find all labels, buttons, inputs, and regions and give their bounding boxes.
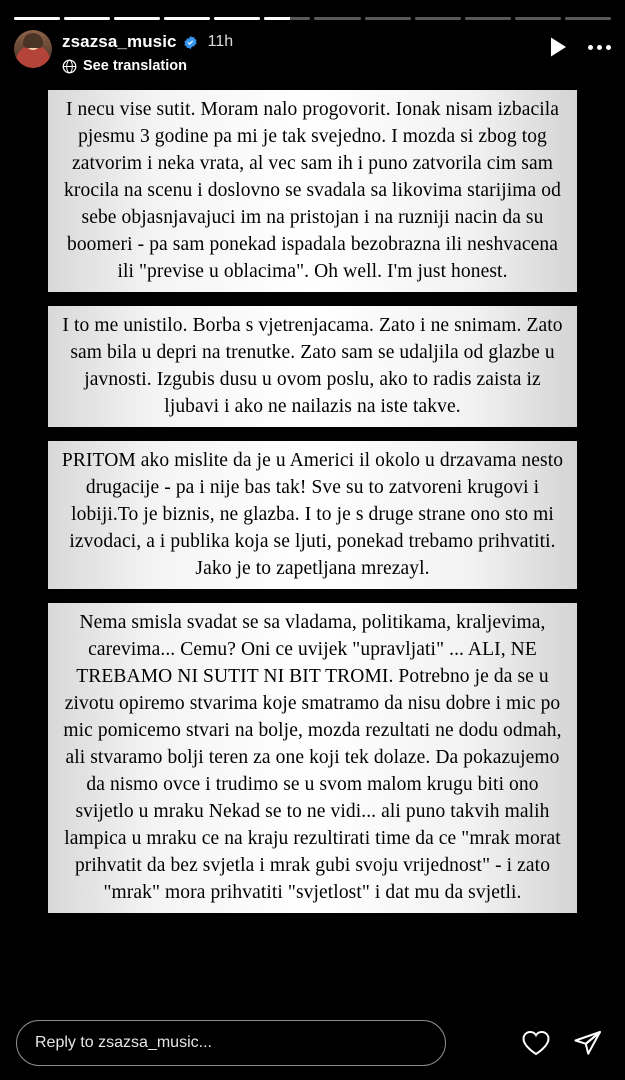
progress-segment[interactable] <box>465 17 511 20</box>
play-icon[interactable] <box>548 36 568 58</box>
progress-segment[interactable] <box>415 17 461 20</box>
story-text-block <box>48 306 577 427</box>
username-row <box>62 31 548 53</box>
verified-badge-icon <box>183 35 198 50</box>
progress-segment[interactable] <box>565 17 611 20</box>
story-text-blocks <box>0 84 625 1006</box>
story-text-paragraph: I to me unistilo. Borba s vjetrenjacama. Zato i ne snimam. Zato sam bila u depri na trenutke. Zato sam se udaljila od glazbe u javnosti. Izgubis dusu u ovom poslu, ako to radis zaista iz ljubavi i ako ne nailazis na iste takve. <box>62 315 563 417</box>
see-translation-label: See translation <box>83 58 187 74</box>
story-text-paragraph: PRITOM ako mislite da je u Americi il okolo u drzavama nesto drugacije - pa i nije bas tak! Sve su to zatvoreni krugovi i lobiji.To je biznis, ne glazba. I to je s druge strane ono sto mi izvodaci, a i publika koja se ljuti, ponekad trebamo prihvatiti. Jako je to zapetljana mrezayl. <box>61 450 564 579</box>
story-text-paragraph: Nema smisla svadat se sa vladama, politikama, kraljevima, carevima... Cemu? Oni ce uvijek "upravljati" ... ALI, NE TREBAMO NI SUTIT NI BIT TROMI. Potrebno je da se u zivotu opiremo stvarima koje smatramo da nisu dobre i mic po mic pomicemo stvari na bolje, mozda rezultati ne dodu odmah, ali stvaramo bolji teren za one koji tek dolaze. Da pokazujemo da nismo ovce i trudimo se u svom malom krugu biti ono svijetlo u mraku Nekad se to ne vidi... ali puno takvih malih lampica u mraku ce na kraju rezultirati time da ce "mrak morat prihvatit da bez svjetla i mrak gubi svoju vrijednost" - i zato "mrak" mora prihvatiti "svjetlost" i dat mu da svjetli. <box>63 612 562 903</box>
progress-segment[interactable] <box>64 17 110 20</box>
heart-icon[interactable] <box>521 1029 551 1057</box>
progress-segment[interactable] <box>365 17 411 20</box>
story-header <box>0 22 625 84</box>
share-icon[interactable] <box>573 1029 603 1057</box>
username-label[interactable]: zsazsa_music <box>62 32 177 51</box>
progress-segment[interactable] <box>515 17 561 20</box>
progress-segment[interactable] <box>14 17 60 20</box>
story-footer <box>0 1006 625 1080</box>
story-progress-bar[interactable] <box>0 0 625 22</box>
more-options-icon[interactable] <box>588 45 611 50</box>
reply-input[interactable] <box>35 1034 427 1052</box>
story-text-block <box>48 441 577 589</box>
progress-segment[interactable] <box>214 17 260 20</box>
avatar[interactable] <box>14 30 52 68</box>
translate-icon <box>62 59 77 74</box>
timestamp-label: 11h <box>207 33 234 50</box>
reply-input-container[interactable] <box>16 1020 446 1066</box>
see-translation-button[interactable] <box>62 58 548 74</box>
story-text-paragraph: I necu vise sutit. Moram nalo progovorit. Ionak nisam izbacila pjesmu 3 godine pa mi je tak svejedno. I mozda si zbog tog zatvorim i neka vrata, al vec sam ih i puno zatvorila cim sam krocila na scenu i doslovno se svadala sa likovima starijima od sebe objasnjavajuci im na pristojan i na ruzniji nacin da su boomeri - pa sam ponekad ispadala bezobrazna ili neshvacena ili "previse u oblacima". Oh well. I'm just honest. <box>64 99 561 282</box>
story-text-block <box>48 90 577 292</box>
story-header-actions <box>548 30 611 58</box>
progress-segment[interactable] <box>114 17 160 20</box>
progress-segment-current[interactable] <box>264 17 310 20</box>
progress-segment[interactable] <box>164 17 210 20</box>
progress-segment[interactable] <box>314 17 360 20</box>
story-author-info <box>62 30 548 74</box>
story-text-block <box>48 603 577 913</box>
story-footer-actions <box>521 1029 609 1057</box>
